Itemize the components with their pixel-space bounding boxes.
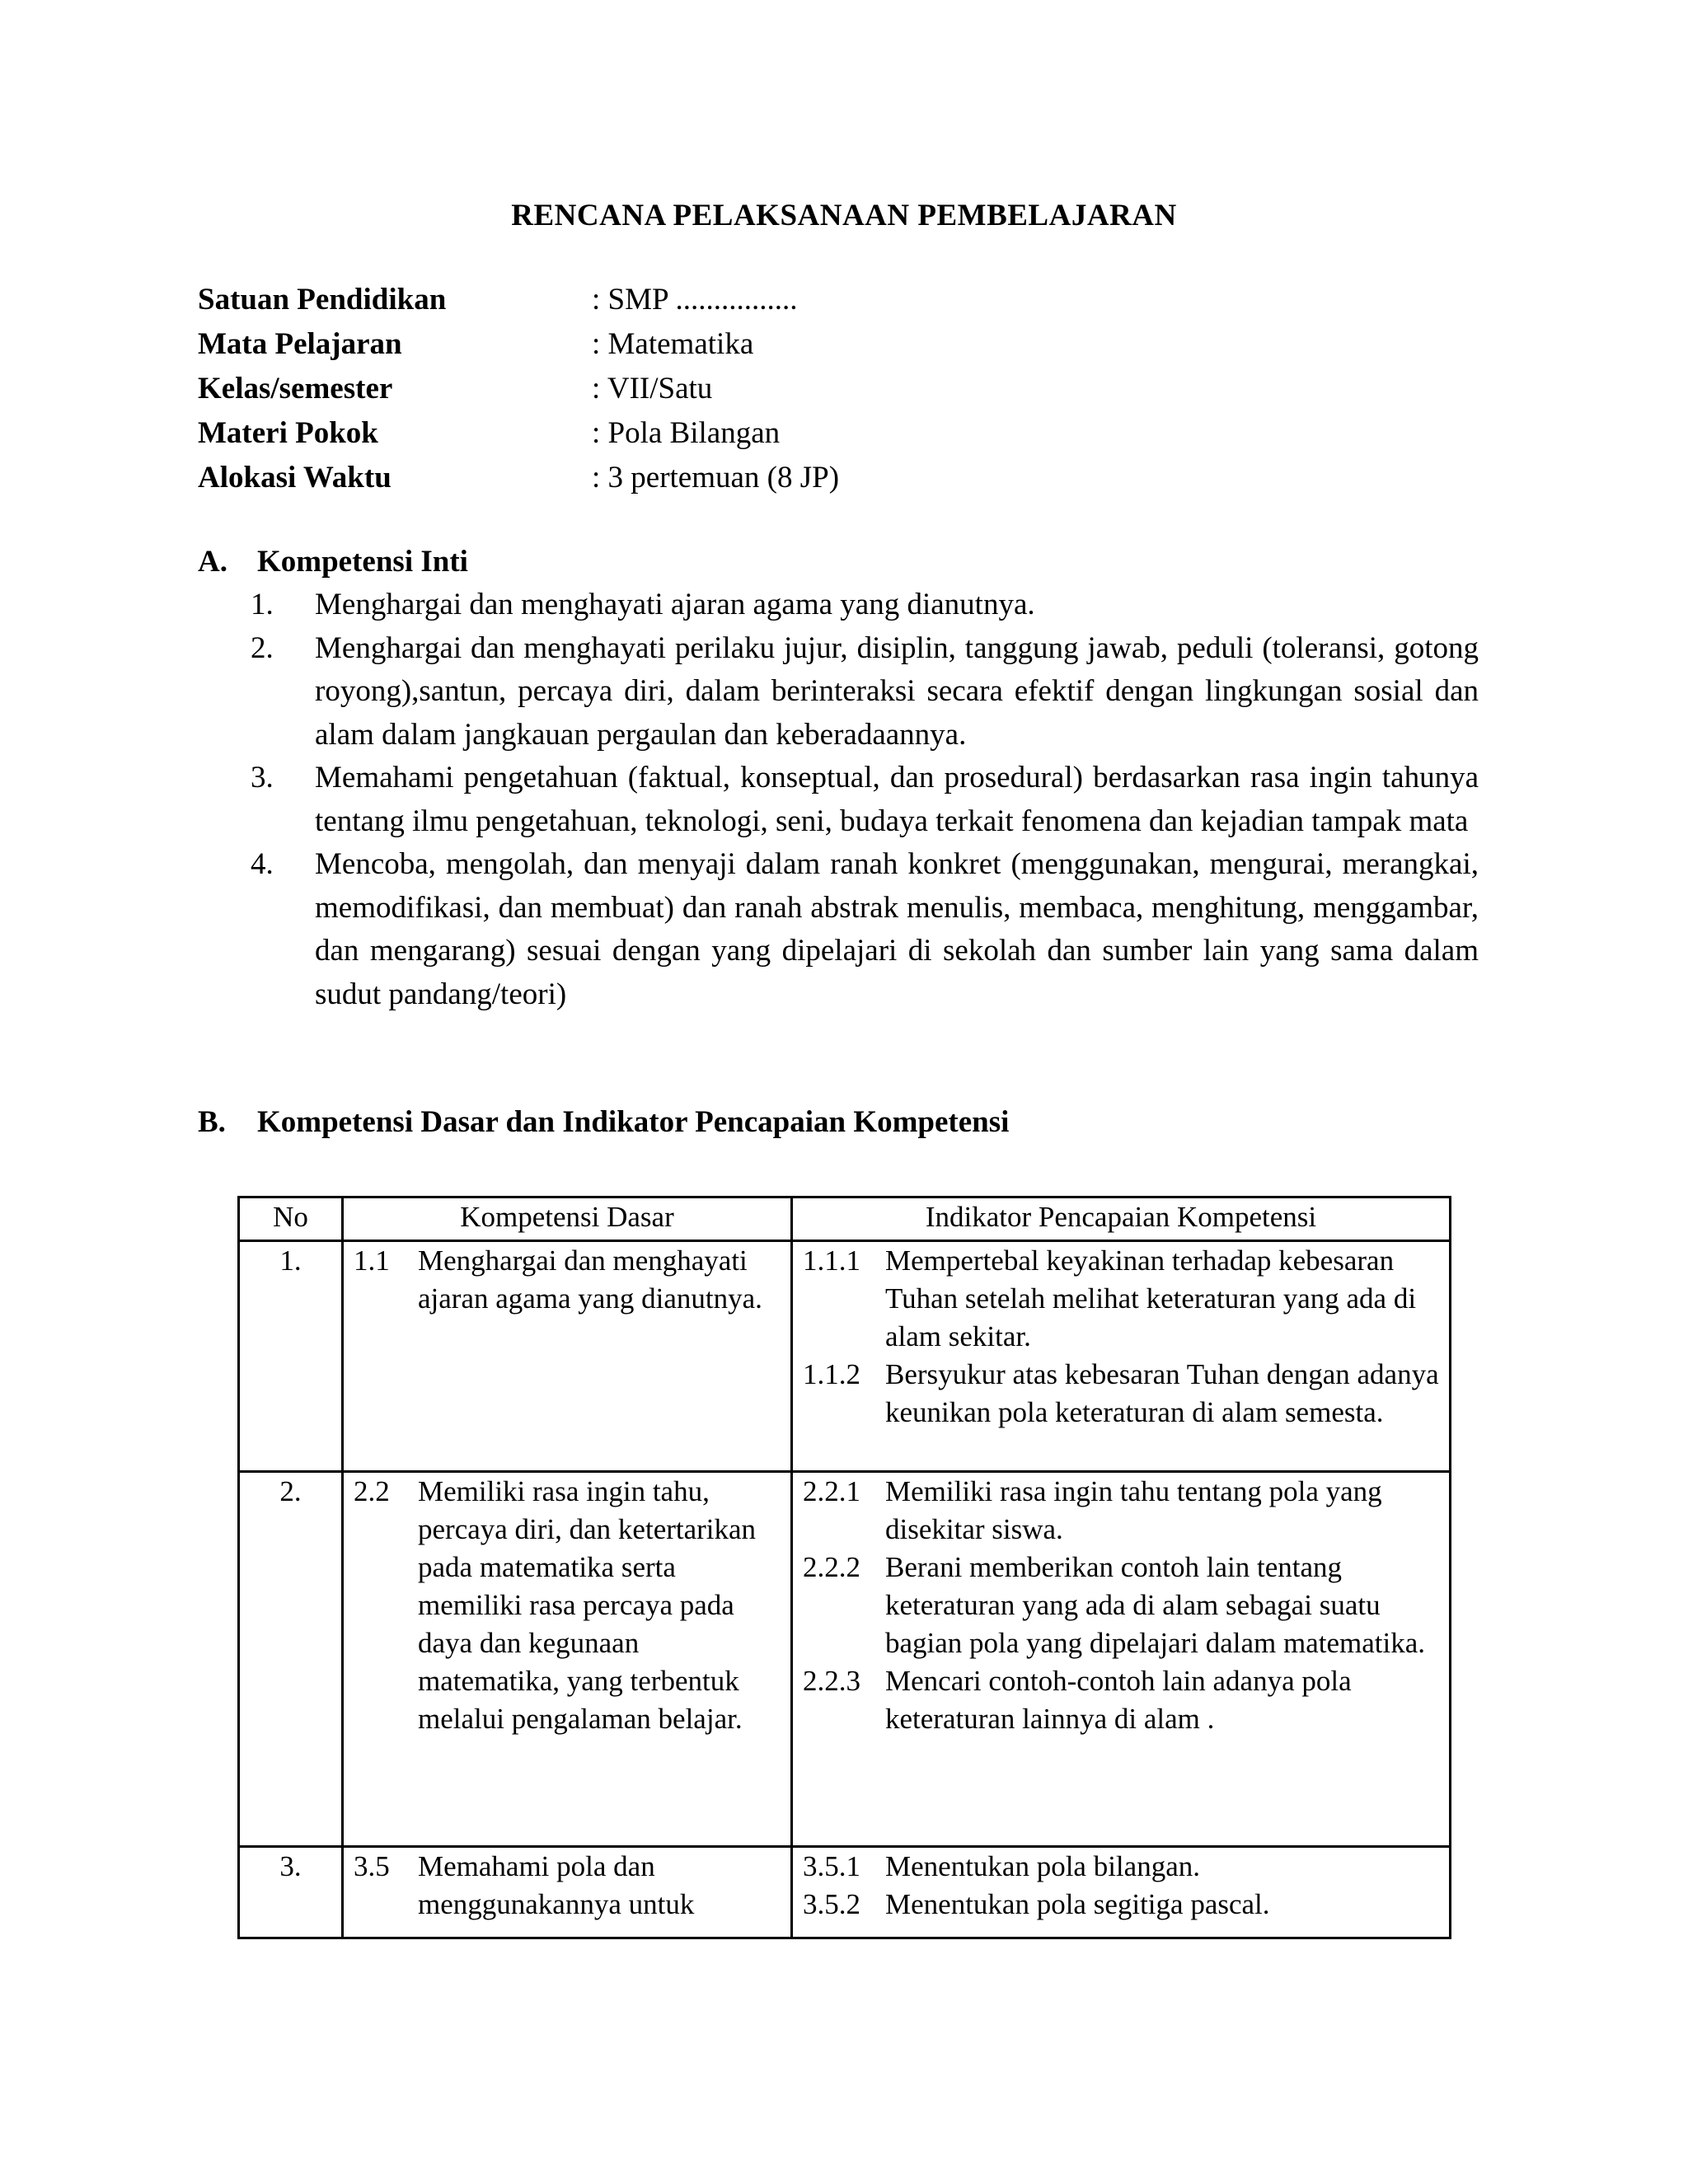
- indicator-number: 1.1.2: [803, 1358, 860, 1390]
- indicator-cell: [792, 1241, 1451, 1472]
- info-label: Satuan Pendidikan: [198, 283, 447, 316]
- indicator-item: [803, 1848, 1439, 1886]
- indicator-text: Memiliki rasa ingin tahu tentang pola yang disekitar siswa.: [885, 1475, 1382, 1545]
- indicator-text: Mencari contoh-contoh lain adanya pola keteraturan lainnya di alam .: [885, 1665, 1352, 1735]
- indicator-item: [803, 1356, 1439, 1432]
- indicator-number: 3.5.2: [803, 1888, 860, 1920]
- row-number: 1.: [239, 1241, 343, 1472]
- table-row: [239, 1847, 1451, 1938]
- info-value: : Pola Bilangan: [592, 416, 781, 450]
- indicator-cell: [792, 1472, 1451, 1847]
- kompetensi-table: [237, 1196, 1451, 1939]
- list-item: [251, 757, 1479, 843]
- info-value: : Matematika: [592, 327, 754, 361]
- section-title: Kompetensi Dasar dan Indikator Pencapaian Kompetensi: [257, 1105, 1010, 1139]
- section-title: Kompetensi Inti: [257, 545, 468, 579]
- indicator-number: 1.1.1: [803, 1244, 860, 1277]
- column-header: No: [239, 1197, 343, 1241]
- info-value: : VII/Satu: [592, 372, 713, 405]
- indicator-item: [803, 1886, 1439, 1924]
- indicator-item: [803, 1242, 1439, 1356]
- info-row: [198, 412, 1517, 457]
- indicator-number: 2.2.1: [803, 1475, 860, 1507]
- kd-text: Memiliki rasa ingin tahu, percaya diri, dan ketertarikan pada matematika serta memiliki rasa percaya pada daya dan kegunaan matematika, yang terbentuk melalui pengalaman belajar.: [418, 1475, 757, 1735]
- table-row: [239, 1241, 1451, 1472]
- indicator-text: Menentukan pola segitiga pascal.: [885, 1888, 1270, 1920]
- info-value: : 3 pertemuan (8 JP): [592, 461, 840, 494]
- section-b-heading: [198, 1101, 1009, 1144]
- info-row: [198, 323, 1517, 368]
- list-number: 4.: [251, 847, 274, 881]
- section-letter: B.: [198, 1105, 226, 1139]
- indicator-text: Bersyukur atas kebesaran Tuhan dengan adanya keunikan pola keteraturan di alam semesta.: [885, 1358, 1439, 1428]
- info-row: [198, 368, 1517, 412]
- indicator-number: 2.2.2: [803, 1551, 860, 1583]
- kd-number: 3.5: [354, 1850, 390, 1882]
- kd-cell: [343, 1472, 792, 1847]
- kd-item: [354, 1242, 781, 1318]
- kd-text: Menghargai dan menghayati ajaran agama yang dianutnya.: [418, 1244, 762, 1315]
- column-header: Kompetensi Dasar: [343, 1197, 792, 1241]
- indicator-text: Menentukan pola bilangan.: [885, 1850, 1200, 1882]
- indicator-cell: [792, 1847, 1451, 1938]
- list-text: Menghargai dan menghayati perilaku jujur, disiplin, tanggung jawab, peduli (toleransi, gotong royong),santun, percaya diri, dalam berinteraksi secara efektif dengan lingkungan sosial dan alam dalam jangkauan pergaulan dan keberadaannya.: [315, 630, 1479, 752]
- info-label: Materi Pokok: [198, 416, 378, 450]
- indicator-text: Mempertebal keyakinan terhadap kebesaran Tuhan setelah melihat keteraturan yang ada di alam sekitar.: [885, 1244, 1417, 1352]
- list-text: Mencoba, mengolah, dan menyaji dalam ranah konkret (menggunakan, mengurai, merangkai, memodifikasi, dan membuat) dan ranah abstrak menulis, membaca, menghitung, menggambar, dan mengarang) sesuai dengan yang dipelajari di sekolah dan sumber lain yang sama dalam sudut pandang/teori): [315, 847, 1479, 1011]
- list-number: 3.: [251, 761, 274, 794]
- indicator-item: [803, 1549, 1439, 1662]
- list-text: Memahami pengetahuan (faktual, konseptual, dan prosedural) berdasarkan rasa ingin tahunya tentang ilmu pengetahuan, teknologi, seni, budaya terkait fenomena dan kejadian tampak mata: [315, 761, 1479, 838]
- column-header: Indikator Pencapaian Kompetensi: [792, 1197, 1451, 1241]
- list-number: 2.: [251, 630, 274, 665]
- info-label: Mata Pelajaran: [198, 327, 402, 361]
- info-label: Kelas/semester: [198, 372, 393, 405]
- info-label: Alokasi Waktu: [198, 461, 392, 494]
- info-row: [198, 457, 1517, 501]
- info-value: : SMP ................: [592, 283, 798, 316]
- table-header-row: [239, 1197, 1451, 1241]
- list-item: [251, 627, 1479, 757]
- indicator-item: [803, 1473, 1439, 1549]
- identity-info: [198, 279, 1517, 501]
- section-a-heading: [198, 541, 468, 583]
- kd-number: 1.1: [354, 1244, 390, 1277]
- kd-text: Memahami pola dan menggunakannya untuk: [418, 1850, 695, 1920]
- info-row: [198, 279, 1517, 323]
- indicator-number: 3.5.1: [803, 1850, 860, 1882]
- kompetensi-inti-list: [251, 583, 1479, 1016]
- list-number: 1.: [251, 588, 274, 621]
- kd-number: 2.2: [354, 1475, 390, 1507]
- indicator-item: [803, 1662, 1439, 1738]
- section-letter: A.: [198, 545, 227, 579]
- indicator-number: 2.2.3: [803, 1665, 860, 1697]
- list-item: [251, 583, 1479, 627]
- list-text: Menghargai dan menghayati ajaran agama yang dianutnya.: [315, 588, 1035, 621]
- document-title: RENCANA PELAKSANAAN PEMBELAJARAN: [511, 199, 1177, 232]
- indicator-text: Berani memberikan contoh lain tentang keteraturan yang ada di alam sebagai suatu bagian pola yang dipelajari dalam matematika.: [885, 1551, 1426, 1659]
- kd-cell: [343, 1241, 792, 1472]
- row-number: 3.: [239, 1847, 343, 1938]
- kd-cell: [343, 1847, 792, 1938]
- list-item: [251, 843, 1479, 1016]
- kd-item: [354, 1473, 781, 1738]
- row-number: 2.: [239, 1472, 343, 1847]
- table-row: [239, 1472, 1451, 1847]
- kd-item: [354, 1848, 781, 1924]
